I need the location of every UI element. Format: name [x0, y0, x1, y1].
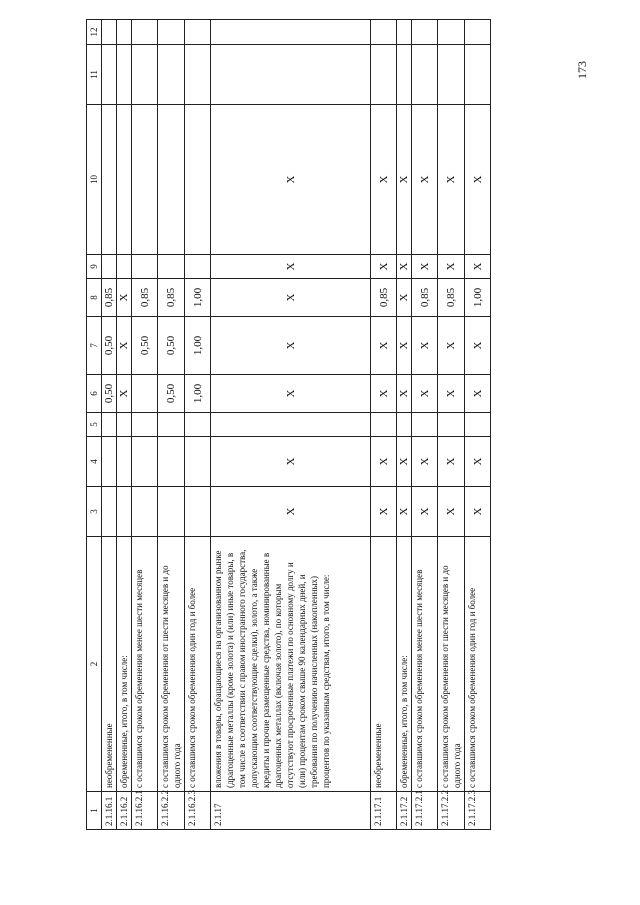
cell-col6: X [438, 375, 465, 413]
cell-col7: X [465, 317, 491, 375]
cell-col3 [132, 487, 158, 537]
row-name: с оставшимся сроком обременения менее шести месяцев [412, 537, 438, 792]
cell-col10 [117, 105, 132, 255]
cell-col8: 0,85 [158, 279, 185, 317]
cell-col11 [397, 45, 412, 105]
cell-col10 [102, 105, 117, 255]
cell-col7: X [438, 317, 465, 375]
cell-col4 [158, 437, 185, 487]
row-name: обремененные, итого, в том числе: [397, 537, 412, 792]
cell-col6: X [465, 375, 491, 413]
cell-col8: X [117, 279, 132, 317]
row-code: 2.1.16.2 [117, 792, 132, 830]
row-code: 2.1.17.2 [397, 792, 412, 830]
cell-col3 [185, 487, 211, 537]
capital-table [86, 19, 491, 830]
header-row [87, 20, 102, 830]
cell-col9: X [465, 255, 491, 279]
cell-col10: X [465, 105, 491, 255]
cell-col12 [397, 20, 412, 45]
cell-col5 [397, 413, 412, 437]
cell-col9: X [371, 255, 397, 279]
cell-col9: X [412, 255, 438, 279]
table-row [465, 20, 491, 830]
cell-col11 [117, 45, 132, 105]
cell-col10: X [371, 105, 397, 255]
row-code: 2.1.16.2.1 [132, 792, 158, 830]
cell-col6: X [397, 375, 412, 413]
cell-col5 [102, 413, 117, 437]
cell-col11 [371, 45, 397, 105]
cell-col8: X [211, 279, 371, 317]
cell-col5 [211, 413, 371, 437]
table-row [102, 20, 117, 830]
cell-col4 [132, 437, 158, 487]
row-name: с оставшимся сроком обременения менее шести месяцев [132, 537, 158, 792]
cell-col12 [211, 20, 371, 45]
row-code: 2.1.17.2.3 [465, 792, 491, 830]
cell-col11 [132, 45, 158, 105]
table-row [117, 20, 132, 830]
cell-col10 [132, 105, 158, 255]
cell-col7: X [412, 317, 438, 375]
row-code: 2.1.17.2.2 [438, 792, 465, 830]
cell-col9 [132, 255, 158, 279]
cell-col6: 0,50 [158, 375, 185, 413]
cell-col9: X [211, 255, 371, 279]
row-name: с оставшимся сроком обременения один год и более [185, 537, 211, 792]
cell-col6 [132, 375, 158, 413]
cell-col7: 0,50 [102, 317, 117, 375]
cell-col6: 0,50 [102, 375, 117, 413]
col-header: 2 [87, 537, 102, 792]
cell-col6: X [412, 375, 438, 413]
col-header: 1 [87, 792, 102, 830]
cell-col4 [185, 437, 211, 487]
cell-col3: X [397, 487, 412, 537]
cell-col11 [158, 45, 185, 105]
table-row [438, 20, 465, 830]
cell-col5 [117, 413, 132, 437]
cell-col11 [185, 45, 211, 105]
cell-col4: X [397, 437, 412, 487]
cell-col5 [438, 413, 465, 437]
cell-col8: 0,85 [102, 279, 117, 317]
cell-col12 [132, 20, 158, 45]
cell-col9 [117, 255, 132, 279]
cell-col3: X [465, 487, 491, 537]
cell-col10: X [412, 105, 438, 255]
cell-col4: X [465, 437, 491, 487]
cell-col5 [132, 413, 158, 437]
cell-col5 [412, 413, 438, 437]
cell-col7: X [211, 317, 371, 375]
cell-col10 [185, 105, 211, 255]
cell-col11 [102, 45, 117, 105]
cell-col8: 0,85 [412, 279, 438, 317]
row-name: с оставшимся сроком обременения от шести месяцев и до одного года [158, 537, 185, 792]
col-header: 3 [87, 487, 102, 537]
col-header: 10 [87, 105, 102, 255]
cell-col9: X [397, 255, 412, 279]
cell-col3 [158, 487, 185, 537]
cell-col11 [412, 45, 438, 105]
table-row [211, 20, 371, 830]
row-name: с оставшимся сроком обременения от шести месяцев и до одного года [438, 537, 465, 792]
cell-col9 [158, 255, 185, 279]
cell-col10 [158, 105, 185, 255]
cell-col7: 1,00 [185, 317, 211, 375]
cell-col6: X [371, 375, 397, 413]
col-header: 8 [87, 279, 102, 317]
cell-col5 [465, 413, 491, 437]
row-code: 2.1.17 [211, 792, 371, 830]
cell-col8: 0,85 [438, 279, 465, 317]
cell-col7: 0,50 [158, 317, 185, 375]
rotated-table-wrapper [86, 20, 536, 830]
row-name: с оставшимся сроком обременения один год и более [465, 537, 491, 792]
cell-col8: 1,00 [465, 279, 491, 317]
col-header: 11 [87, 45, 102, 105]
row-name: вложения в товары, обращающиеся на организованном рынке (драгоценные металлы (кроме золота) и (или) иные товары, в том числе в соответствии с правом иностранного государства, допускающим соответствующие сделки), золото, а также кредиты и прочие размещенные средства, номинированные в драгоценных металлах (включая золото), по которым отсутствуют просроченные платежи по основному долгу и (или) процентам сроком свыше 90 календарных дней, и требования по получению начисленных (накопленных) процентов по указанным средствам, итого, в том числе: [211, 537, 371, 792]
table-row [185, 20, 211, 830]
row-code: 2.1.16.1 [102, 792, 117, 830]
cell-col9 [185, 255, 211, 279]
cell-col11 [465, 45, 491, 105]
col-header: 4 [87, 437, 102, 487]
row-name: необремененные [102, 537, 117, 792]
table-row [397, 20, 412, 830]
cell-col8: 0,85 [371, 279, 397, 317]
cell-col12 [185, 20, 211, 45]
table-row [158, 20, 185, 830]
cell-col6: X [117, 375, 132, 413]
cell-col12 [465, 20, 491, 45]
cell-col3: X [211, 487, 371, 537]
cell-col3: X [438, 487, 465, 537]
col-header: 7 [87, 317, 102, 375]
cell-col3 [117, 487, 132, 537]
row-code: 2.1.17.2.1 [412, 792, 438, 830]
col-header: 9 [87, 255, 102, 279]
cell-col12 [371, 20, 397, 45]
cell-col8: 0,85 [132, 279, 158, 317]
cell-col7: 0,50 [132, 317, 158, 375]
cell-col10: X [211, 105, 371, 255]
table-row [132, 20, 158, 830]
cell-col9 [102, 255, 117, 279]
cell-col12 [438, 20, 465, 45]
cell-col4 [117, 437, 132, 487]
cell-col9: X [438, 255, 465, 279]
cell-col6: X [211, 375, 371, 413]
cell-col7: X [397, 317, 412, 375]
cell-col11 [211, 45, 371, 105]
col-header: 5 [87, 413, 102, 437]
table-row [412, 20, 438, 830]
row-code: 2.1.16.2.2 [158, 792, 185, 830]
cell-col8: X [397, 279, 412, 317]
col-header: 12 [87, 20, 102, 45]
row-code: 2.1.16.2.3 [185, 792, 211, 830]
cell-col3 [102, 487, 117, 537]
cell-col12 [102, 20, 117, 45]
cell-col4: X [438, 437, 465, 487]
cell-col4: X [211, 437, 371, 487]
page-number: 173 [575, 61, 589, 79]
cell-col7: X [117, 317, 132, 375]
cell-col12 [412, 20, 438, 45]
row-name: необремененные [371, 537, 397, 792]
cell-col3: X [371, 487, 397, 537]
cell-col5 [158, 413, 185, 437]
cell-col12 [117, 20, 132, 45]
row-name: обремененные, итого, в том числе: [117, 537, 132, 792]
cell-col4: X [412, 437, 438, 487]
cell-col3: X [412, 487, 438, 537]
table-row [371, 20, 397, 830]
cell-col5 [185, 413, 211, 437]
cell-col4 [102, 437, 117, 487]
row-code: 2.1.17.1 [371, 792, 397, 830]
cell-col10: X [438, 105, 465, 255]
cell-col11 [438, 45, 465, 105]
cell-col6: 1,00 [185, 375, 211, 413]
cell-col5 [371, 413, 397, 437]
cell-col4: X [371, 437, 397, 487]
col-header: 6 [87, 375, 102, 413]
cell-col8: 1,00 [185, 279, 211, 317]
cell-col10: X [397, 105, 412, 255]
cell-col12 [158, 20, 185, 45]
cell-col7: X [371, 317, 397, 375]
